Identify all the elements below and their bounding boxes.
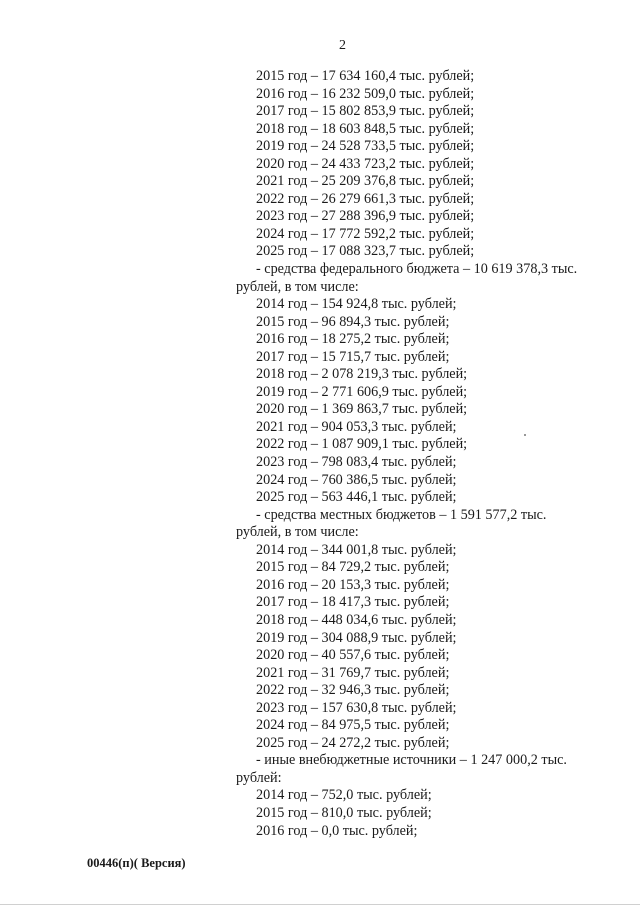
- document-body: [236, 68, 596, 840]
- text-line: 2014 год – 344 001,8 тыс. рублей;: [256, 541, 457, 558]
- text-line: 2017 год – 15 802 853,9 тыс. рублей;: [256, 103, 475, 120]
- document-footer: [87, 856, 186, 871]
- scan-speck: [524, 434, 526, 436]
- text-line: 2023 год – 27 288 396,9 тыс. рублей;: [256, 208, 475, 225]
- page-number: 2: [339, 38, 346, 53]
- text-line: 2016 год – 0,0 тыс. рублей;: [256, 822, 418, 839]
- text-line: 2021 год – 31 769,7 тыс. рублей;: [256, 664, 450, 681]
- text-line: 2021 год – 25 209 376,8 тыс. рублей;: [256, 173, 475, 190]
- text-line: 2014 год – 752,0 тыс. рублей;: [256, 787, 432, 804]
- text-line: 2019 год – 304 088,9 тыс. рублей;: [256, 629, 457, 646]
- text-line: 2019 год – 2 771 606,9 тыс. рублей;: [256, 383, 468, 400]
- text-line: 2024 год – 84 975,5 тыс. рублей;: [256, 717, 450, 734]
- text-line: - иные внебюджетные источники – 1 247 000,2 тыс.: [256, 752, 567, 769]
- text-line: 2016 год – 16 232 509,0 тыс. рублей;: [256, 85, 475, 102]
- text-line: рублей:: [236, 769, 282, 786]
- text-line: 2016 год – 20 153,3 тыс. рублей;: [256, 576, 450, 593]
- text-line: 2018 год – 448 034,6 тыс. рублей;: [256, 611, 457, 628]
- text-line: 2017 год – 15 715,7 тыс. рублей;: [256, 348, 450, 365]
- text-line: 2020 год – 40 557,6 тыс. рублей;: [256, 647, 450, 664]
- text-line: 2015 год – 84 729,2 тыс. рублей;: [256, 559, 450, 576]
- text-line: 2016 год – 18 275,2 тыс. рублей;: [256, 331, 450, 348]
- text-line: 2023 год – 157 630,8 тыс. рублей;: [256, 699, 457, 716]
- text-line: 2014 год – 154 924,8 тыс. рублей;: [256, 296, 457, 313]
- document-version: ( Версия): [133, 856, 186, 870]
- text-line: 2025 год – 563 446,1 тыс. рублей;: [256, 489, 457, 506]
- text-line: рублей, в том числе:: [236, 524, 359, 541]
- text-line: 2021 год – 904 053,3 тыс. рублей;: [256, 418, 457, 435]
- text-line: 2015 год – 810,0 тыс. рублей;: [256, 804, 432, 821]
- text-line: 2024 год – 17 772 592,2 тыс. рублей;: [256, 225, 475, 242]
- text-line: 2024 год – 760 386,5 тыс. рублей;: [256, 471, 457, 488]
- text-line: 2015 год – 96 894,3 тыс. рублей;: [256, 313, 450, 330]
- text-line: - средства местных бюджетов – 1 591 577,2 тыс.: [256, 506, 547, 523]
- text-line: 2022 год – 1 087 909,1 тыс. рублей;: [256, 436, 468, 453]
- text-line: рублей, в том числе:: [236, 278, 359, 295]
- text-line: 2018 год – 18 603 848,5 тыс. рублей;: [256, 120, 475, 137]
- text-line: 2018 год – 2 078 219,3 тыс. рублей;: [256, 366, 468, 383]
- scan-edge: [0, 904, 640, 905]
- text-line: - средства федерального бюджета – 10 619 378,3 тыс.: [256, 261, 578, 278]
- text-line: 2017 год – 18 417,3 тыс. рублей;: [256, 594, 450, 611]
- text-line: 2025 год – 24 272,2 тыс. рублей;: [256, 734, 450, 751]
- document-code: 00446(п): [87, 856, 134, 870]
- text-line: 2015 год – 17 634 160,4 тыс. рублей;: [256, 68, 475, 84]
- text-line: 2022 год – 32 946,3 тыс. рублей;: [256, 682, 450, 699]
- text-line: 2023 год – 798 083,4 тыс. рублей;: [256, 454, 457, 471]
- text-line: 2022 год – 26 279 661,3 тыс. рублей;: [256, 190, 475, 207]
- text-line: 2020 год – 1 369 863,7 тыс. рублей;: [256, 401, 468, 418]
- text-line: 2025 год – 17 088 323,7 тыс. рублей;: [256, 243, 475, 260]
- text-line: 2019 год – 24 528 733,5 тыс. рублей;: [256, 138, 475, 155]
- text-line: 2020 год – 24 433 723,2 тыс. рублей;: [256, 155, 475, 172]
